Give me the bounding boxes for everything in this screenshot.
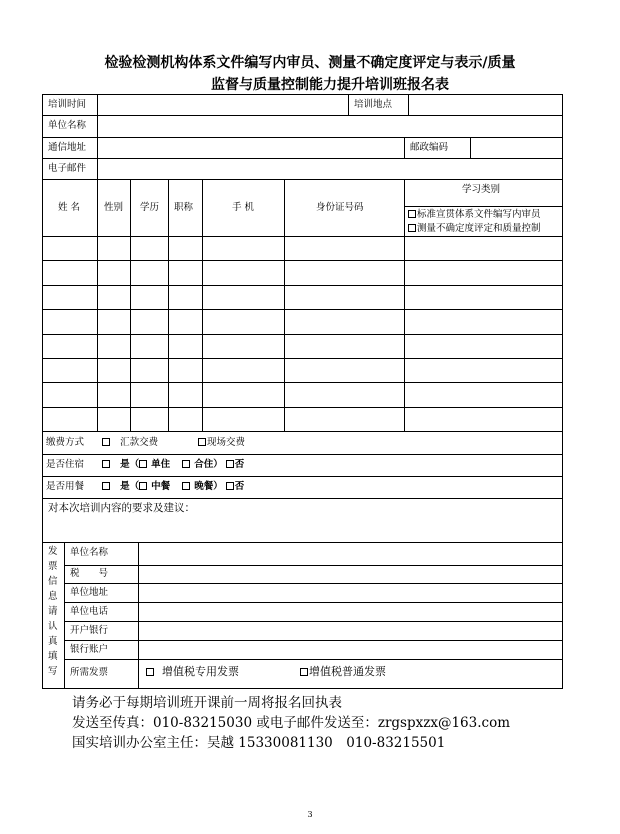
invoice-special-option[interactable]: 增值税专用发票: [146, 666, 239, 678]
header-name: 姓 名: [58, 202, 81, 213]
email-label: 电子邮件: [48, 163, 87, 174]
header-id-number: 身份证号码: [316, 202, 364, 213]
header-gender: 性别: [104, 202, 124, 213]
checkbox-icon: [102, 460, 110, 468]
invoice-type-label: 所需发票: [70, 667, 109, 678]
checkbox-icon: [102, 482, 110, 490]
meals-options[interactable]: 是（ 中餐 晚餐） 否: [102, 481, 244, 493]
checkbox-icon: [139, 460, 147, 468]
invoice-company-name-label: 单位名称: [70, 547, 109, 558]
title-line-2: 监督与质量控制能力提升培训班报名表: [211, 77, 449, 93]
training-time-label: 培训时间: [48, 99, 87, 110]
checkbox-icon: [198, 438, 206, 446]
invoice-bank-label: 开户银行: [70, 625, 109, 636]
page-number: 3: [307, 810, 313, 819]
meals-label: 是否用餐: [46, 481, 85, 492]
category-option-1[interactable]: 标准宣贯体系文件编写内审员: [408, 209, 541, 221]
header-education: 学历: [140, 202, 160, 213]
footer-note-1: 请务必于每期培训班开课前一周将报名回执表: [72, 695, 342, 711]
address-label: 通信地址: [48, 142, 87, 153]
checkbox-icon: [408, 224, 416, 232]
checkbox-icon: [146, 668, 154, 676]
invoice-company-phone-label: 单位电话: [70, 606, 109, 617]
checkbox-icon: [226, 460, 234, 468]
title-line-1: 检验检测机构体系文件编写内审员、测量不确定度评定与表示/质量: [104, 55, 516, 71]
requirements-label: 对本次培训内容的要求及建议：: [48, 502, 195, 514]
lodging-options[interactable]: 是（ 单住 合住） 否: [102, 459, 244, 471]
invoice-company-address-label: 单位地址: [70, 587, 109, 598]
checkbox-icon: [182, 460, 190, 468]
checkbox-icon: [300, 668, 308, 676]
footer-note-3: 国实培训办公室主任：吴越 15330081130 010-83215501: [72, 735, 446, 751]
header-mobile: 手 机: [232, 202, 255, 213]
invoice-normal-option[interactable]: 增值税普通发票: [300, 666, 386, 678]
checkbox-icon: [139, 482, 147, 490]
category-option-2[interactable]: 测量不确定度评定和质量控制: [408, 223, 541, 235]
payment-onsite-option[interactable]: 现场交费: [198, 437, 245, 449]
invoice-account-label: 银行账户: [70, 644, 109, 655]
footer-note-2: 发送至传真：010-83215030 或电子邮件发送至：zrgspxzx@163.com: [72, 715, 510, 731]
payment-transfer-option[interactable]: 汇款交费: [102, 437, 158, 449]
company-name-label: 单位名称: [48, 120, 87, 131]
invoice-tax-number-label: 税 号: [70, 568, 109, 579]
header-category: 学习类别: [462, 184, 501, 195]
checkbox-icon: [226, 482, 234, 490]
checkbox-icon: [182, 482, 190, 490]
payment-label: 缴费方式: [46, 437, 85, 448]
header-title: 职称: [174, 202, 194, 213]
form-title: [0, 52, 620, 96]
training-place-label: 培训地点: [354, 99, 393, 110]
lodging-label: 是否住宿: [46, 459, 85, 470]
checkbox-icon: [408, 210, 416, 218]
postcode-label: 邮政编码: [410, 142, 449, 153]
checkbox-icon: [102, 438, 110, 446]
